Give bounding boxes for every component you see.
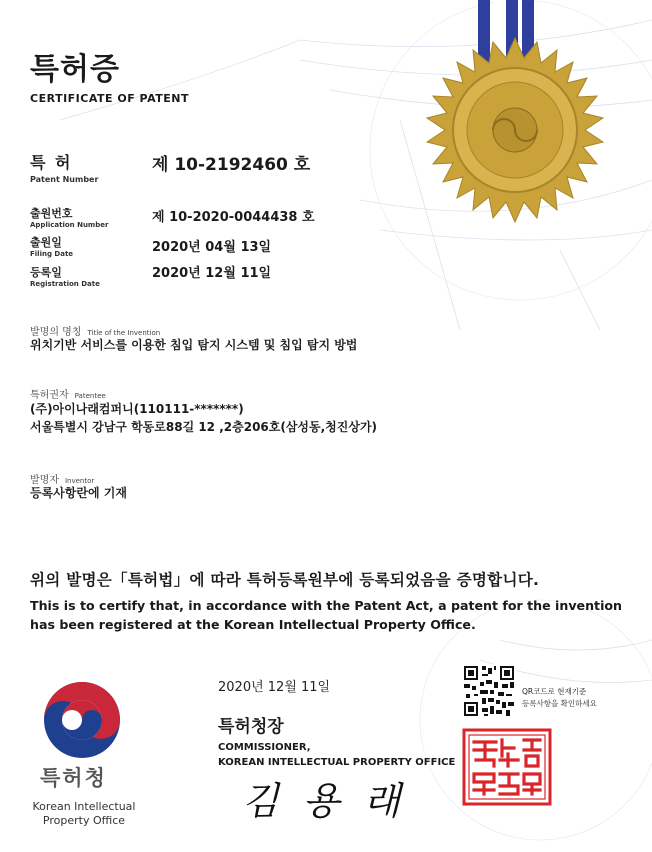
application-number-label xyxy=(30,205,108,229)
filing-date-value: 2020년 04월 13일 xyxy=(152,240,272,255)
inventor-value: 등록사항란에 기재 xyxy=(30,486,127,500)
commissioner-title-en xyxy=(218,740,455,770)
qr-caption-line1: QR코드로 현재기준 xyxy=(522,687,587,696)
qr-caption-line2: 등록사항을 확인하세요 xyxy=(522,699,597,708)
application-label-ko: 출원번호 xyxy=(30,207,73,220)
patentee-address: 서울특별시 강남구 학동로88길 12 ,2층206호(삼성동,청진상가) xyxy=(30,420,378,434)
invention-title-value: 위치기반 서비스를 이용한 침입 탐지 시스템 및 침입 탐지 방법 xyxy=(30,338,358,352)
application-label-en: Application Number xyxy=(30,221,109,229)
commissioner-en-line1: COMMISSIONER, xyxy=(218,742,311,753)
registration-label-ko: 등록일 xyxy=(30,266,62,279)
filing-label-ko: 출원일 xyxy=(30,236,62,249)
commissioner-en-line2: KOREAN INTELLECTUAL PROPERTY OFFICE xyxy=(218,757,456,768)
kipo-name-ko: 특허청 xyxy=(40,766,107,790)
official-seal-icon xyxy=(462,728,552,806)
certification-text-ko: 위의 발명은「특허법」에 따라 특허등록원부에 등록되었음을 증명합니다. xyxy=(30,571,540,589)
patentee-label-en: Patentee xyxy=(74,392,106,400)
inventor-label-ko: 발명자 xyxy=(30,475,59,486)
certificate-title: 특허증 xyxy=(30,52,120,87)
commissioner-title: 특허청장 xyxy=(218,717,284,737)
inventor-label-en: Inventor xyxy=(64,477,95,485)
patentee-name: (주)아이나래컴퍼니(110111-*******) xyxy=(30,402,244,416)
qr-caption xyxy=(522,686,597,710)
filing-label-en: Filing Date xyxy=(30,250,74,258)
registration-date-label xyxy=(30,264,100,288)
qr-code-icon[interactable] xyxy=(462,664,516,718)
application-number-value: 제 10-2020-0044438 호 xyxy=(152,210,315,225)
patent-label-en: Patent Number xyxy=(30,175,99,184)
filing-date-label xyxy=(30,234,73,258)
patentee-label-ko: 특허권자 xyxy=(30,390,69,401)
kipo-logo-icon xyxy=(42,680,122,760)
kipo-name-en-line2: Property Office xyxy=(42,814,126,827)
invention-label-en: Title of the Invention xyxy=(87,329,161,337)
certificate-title-en: CERTIFICATE OF PATENT xyxy=(30,92,189,105)
issue-date: 2020년 12월 11일 xyxy=(218,680,331,695)
gold-seal-icon xyxy=(420,0,610,230)
registration-date-value: 2020년 12월 11일 xyxy=(152,266,272,281)
patent-number-label xyxy=(30,150,98,184)
invention-label-ko: 발명의 명칭 xyxy=(30,327,82,338)
certification-text-en: This is to certify that, in accordance with the Patent Act, a patent for the invention has been registered at the Korean Intellectual Property Office. xyxy=(30,598,623,632)
commissioner-signature: 김 용 래 xyxy=(242,779,407,823)
patent-number-value: 제 10-2192460 호 xyxy=(152,155,311,175)
kipo-name-en xyxy=(24,800,144,828)
registration-label-en: Registration Date xyxy=(30,280,100,288)
kipo-name-en-line1: Korean Intellectual xyxy=(32,800,136,813)
patent-label-ko: 특 허 xyxy=(30,153,73,172)
